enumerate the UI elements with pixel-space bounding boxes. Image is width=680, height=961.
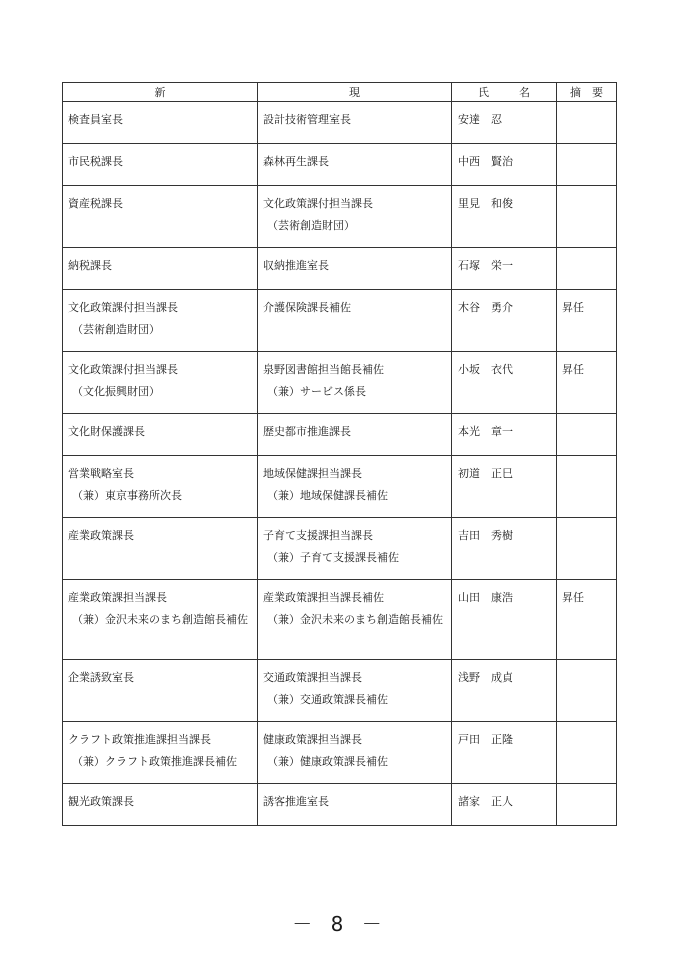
current-position-cell [258, 722, 452, 784]
current-position-sub: （兼）金沢未来のまち創造館長補佐 [267, 613, 443, 626]
table-row [63, 102, 617, 144]
person-name: 戸田 正隆 [458, 733, 513, 746]
table-row [63, 722, 617, 784]
table-row [63, 248, 617, 290]
remark: 昇任 [562, 301, 584, 314]
remarks-cell [557, 290, 617, 352]
new-position: 検査員室長 [68, 113, 123, 126]
person-name: 山田 康浩 [458, 591, 513, 604]
new-position-cell [63, 456, 258, 518]
new-position-sub: （兼）クラフト政策推進課長補佐 [72, 755, 237, 768]
name-cell [452, 186, 557, 248]
current-position-sub: （兼）サービス係長 [267, 385, 366, 398]
name-cell [452, 456, 557, 518]
new-position: 資産税課長 [68, 197, 123, 210]
new-position: 市民税課長 [68, 155, 123, 168]
person-name: 吉田 秀樹 [458, 529, 513, 542]
new-position: 企業誘致室長 [68, 671, 134, 684]
table-row [63, 186, 617, 248]
new-position-cell [63, 784, 258, 826]
name-cell [452, 102, 557, 144]
remarks-cell [557, 186, 617, 248]
current-position: 地域保健課担当課長 [263, 467, 362, 480]
table-row [63, 414, 617, 456]
current-position: 子育て支援課担当課長 [263, 529, 373, 542]
new-position: 営業戦略室長 [68, 467, 134, 480]
remarks-cell [557, 352, 617, 414]
person-name: 里見 和俊 [458, 197, 513, 210]
remarks-cell [557, 722, 617, 784]
name-cell [452, 722, 557, 784]
new-position-cell [63, 144, 258, 186]
new-position: 産業政策課担当課長 [68, 591, 167, 604]
remarks-cell [557, 144, 617, 186]
name-cell [452, 784, 557, 826]
current-position-cell [258, 144, 452, 186]
current-position-sub: （兼）地域保健課長補佐 [267, 489, 388, 502]
current-position-sub: （兼）交通政策課長補佐 [267, 693, 388, 706]
current-position: 文化政策課付担当課長 [263, 197, 373, 210]
remarks-cell [557, 660, 617, 722]
header-new: 新 [63, 83, 258, 102]
new-position-cell [63, 186, 258, 248]
current-position-cell [258, 660, 452, 722]
current-position-sub: （兼）健康政策課長補佐 [267, 755, 388, 768]
table-row [63, 290, 617, 352]
new-position: 文化財保護課長 [68, 425, 145, 438]
new-position: 観光政策課長 [68, 795, 134, 808]
new-position-sub: （文化振興財団） [72, 385, 160, 398]
table-row [63, 144, 617, 186]
current-position-sub: （兼）子育て支援課長補佐 [267, 551, 399, 564]
current-position-cell [258, 784, 452, 826]
current-position: 歴史都市推進課長 [263, 425, 351, 438]
table-row [63, 456, 617, 518]
new-position-sub: （芸術創造財団） [72, 323, 160, 336]
new-position-cell [63, 102, 258, 144]
new-position: クラフト政策推進課担当課長 [68, 733, 211, 746]
table-row [63, 352, 617, 414]
new-position: 文化政策課付担当課長 [68, 363, 178, 376]
remark: 昇任 [562, 591, 584, 604]
person-name: 諸家 正人 [458, 795, 513, 808]
name-cell [452, 248, 557, 290]
new-position-sub: （兼）金沢未来のまち創造館長補佐 [72, 613, 248, 626]
name-cell [452, 352, 557, 414]
remarks-cell [557, 414, 617, 456]
remarks-cell [557, 456, 617, 518]
current-position-cell [258, 352, 452, 414]
new-position: 産業政策課長 [68, 529, 134, 542]
remark: 昇任 [562, 363, 584, 376]
name-cell [452, 414, 557, 456]
current-position: 森林再生課長 [263, 155, 329, 168]
current-position: 設計技術管理室長 [263, 113, 351, 126]
remarks-cell [557, 784, 617, 826]
person-name: 小坂 衣代 [458, 363, 513, 376]
personnel-table [62, 82, 617, 826]
person-name: 石塚 栄一 [458, 259, 513, 272]
new-position-cell [63, 518, 258, 580]
current-position: 収納推進室長 [263, 259, 329, 272]
new-position-cell [63, 722, 258, 784]
current-position-cell [258, 456, 452, 518]
table-row [63, 518, 617, 580]
current-position-cell [258, 186, 452, 248]
current-position-cell [258, 414, 452, 456]
remarks-cell [557, 102, 617, 144]
current-position-cell [258, 248, 452, 290]
new-position-cell [63, 290, 258, 352]
current-position: 健康政策課担当課長 [263, 733, 362, 746]
person-name: 木谷 勇介 [458, 301, 513, 314]
current-position-cell [258, 518, 452, 580]
table-row [63, 660, 617, 722]
table-row [63, 580, 617, 660]
new-position-cell [63, 248, 258, 290]
new-position-cell [63, 660, 258, 722]
remarks-cell [557, 580, 617, 660]
current-position-cell [258, 290, 452, 352]
header-name [452, 83, 557, 102]
current-position-cell [258, 580, 452, 660]
new-position: 文化政策課付担当課長 [68, 301, 178, 314]
current-position: 誘客推進室長 [263, 795, 329, 808]
header-row [63, 83, 617, 102]
name-cell [452, 290, 557, 352]
new-position-cell [63, 414, 258, 456]
person-name: 安達 忍 [458, 113, 502, 126]
person-name: 中西 賢治 [458, 155, 513, 168]
new-position-cell [63, 352, 258, 414]
table-row [63, 784, 617, 826]
page-number: － 8 － [292, 912, 388, 936]
person-name: 初道 正巳 [458, 467, 513, 480]
name-cell [452, 580, 557, 660]
header-current: 現 [258, 83, 452, 102]
person-name: 浅野 成貞 [458, 671, 513, 684]
current-position-sub: （芸術創造財団） [267, 219, 355, 232]
remarks-cell [557, 248, 617, 290]
person-name: 本光 章一 [458, 425, 513, 438]
new-position: 納税課長 [68, 259, 112, 272]
header-name-2: 名 [519, 86, 530, 99]
current-position: 産業政策課担当課長補佐 [263, 591, 384, 604]
name-cell [452, 660, 557, 722]
remarks-cell [557, 518, 617, 580]
name-cell [452, 144, 557, 186]
new-position-cell [63, 580, 258, 660]
new-position-sub: （兼）東京事務所次長 [72, 489, 182, 502]
header-remarks: 摘 要 [557, 83, 617, 102]
current-position: 交通政策課担当課長 [263, 671, 362, 684]
name-cell [452, 518, 557, 580]
current-position: 泉野図書館担当館長補佐 [263, 363, 384, 376]
current-position: 介護保険課長補佐 [263, 301, 351, 314]
current-position-cell [258, 102, 452, 144]
header-name-1: 氏 [478, 86, 489, 99]
